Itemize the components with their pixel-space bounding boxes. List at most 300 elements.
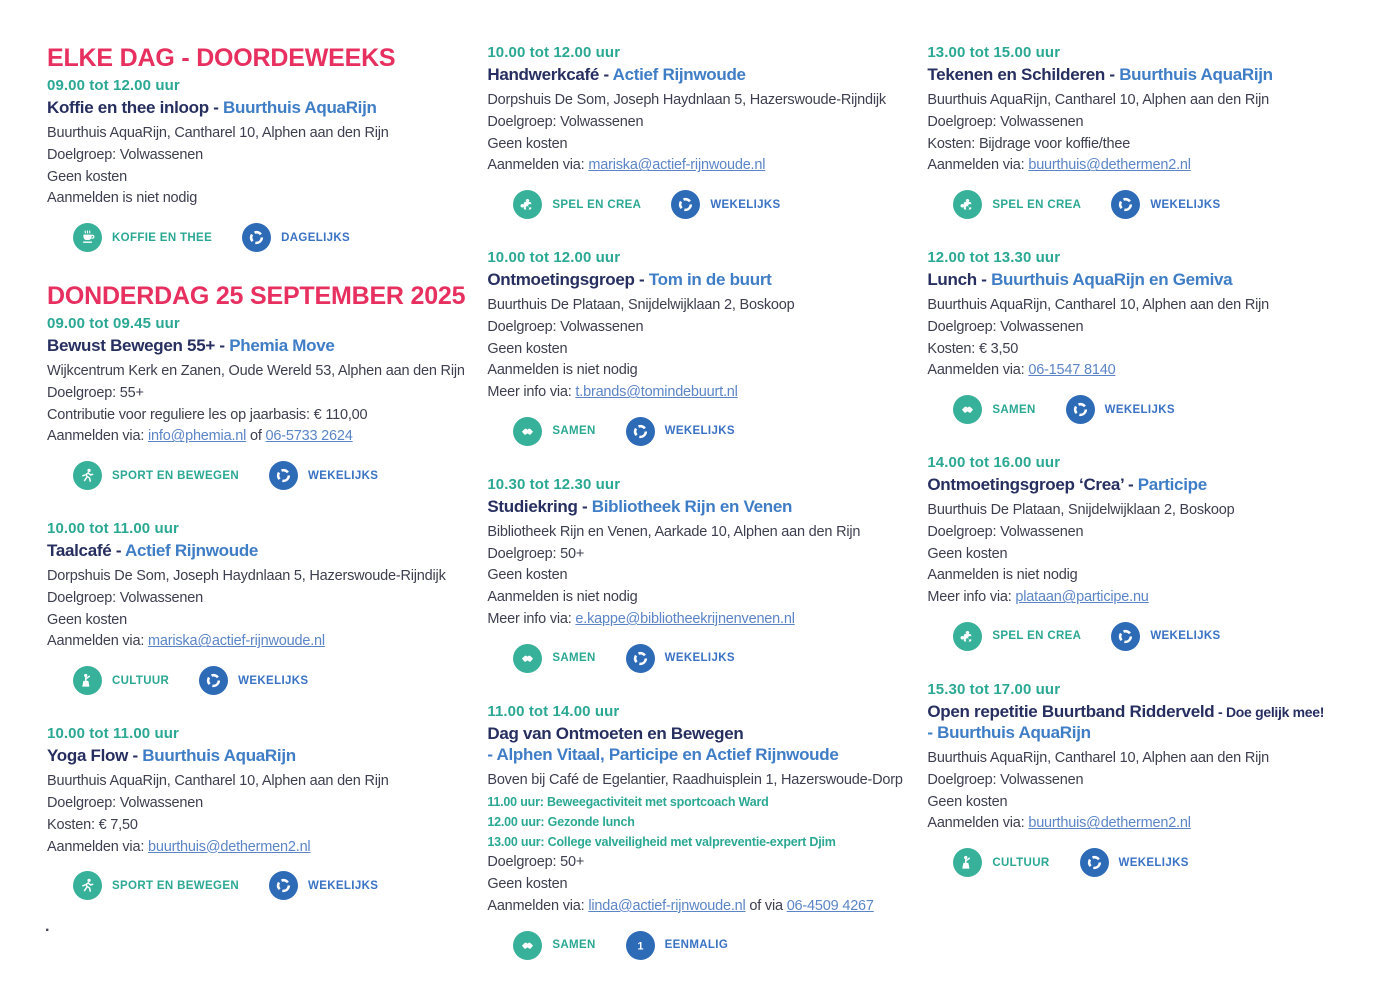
badge-label: SAMEN xyxy=(552,425,596,438)
title-part: - xyxy=(1123,475,1138,495)
email-link[interactable]: buurthuis@dethermen2.nl xyxy=(1028,815,1191,832)
badge-label: WEKELIJKS xyxy=(664,425,735,438)
section xyxy=(47,44,465,252)
event-time: 11.00 tot 14.00 uur xyxy=(487,702,620,720)
title-part: Dag van Ontmoeten en Bewegen xyxy=(487,723,744,743)
event-line xyxy=(927,792,1367,814)
line-text: Geen kosten xyxy=(47,611,128,628)
event-line xyxy=(487,874,905,896)
badge xyxy=(73,223,212,252)
line-text: Doelgroep: 50+ xyxy=(487,545,585,562)
line-text: Geen kosten xyxy=(487,135,568,152)
event xyxy=(927,249,1367,424)
title-part: Bewust Bewegen 55+ xyxy=(47,336,215,356)
line-text: Buurthuis De Plataan, Snijdelwijklaan 2, Boskoop xyxy=(487,297,795,314)
title-line xyxy=(927,474,1367,495)
title-line xyxy=(47,335,465,356)
badge-label: SPEL EN CREA xyxy=(552,198,642,211)
event-time: 10.00 tot 11.00 uur xyxy=(47,520,179,538)
event xyxy=(927,44,1367,219)
event-line xyxy=(47,610,465,632)
event-line xyxy=(47,361,465,383)
line-text: Geen kosten xyxy=(927,793,1008,810)
badge-row xyxy=(47,461,465,490)
event-line xyxy=(487,382,905,404)
event-line xyxy=(47,588,465,610)
badge xyxy=(242,223,350,252)
event-time: 10.00 tot 12.00 uur xyxy=(487,44,621,61)
title-line xyxy=(927,722,1367,743)
title-part: - Buurthuis AquaRijn xyxy=(927,723,1091,743)
badge-label: WEKELIJKS xyxy=(1150,630,1221,643)
section xyxy=(927,44,1367,877)
refresh-icon xyxy=(269,461,298,490)
badge xyxy=(1080,848,1189,877)
event-line xyxy=(487,896,905,918)
badge-row xyxy=(487,417,905,446)
line-text: Aanmelden is niet nodig xyxy=(487,589,638,606)
badge-label: SPORT EN BEWEGEN xyxy=(112,469,240,482)
refresh-icon xyxy=(1111,190,1140,219)
badge xyxy=(73,871,239,900)
title-part: Buurthuis AquaRijn xyxy=(223,98,377,117)
line-text: Aanmelden via: xyxy=(927,815,1029,832)
badge xyxy=(513,190,641,219)
title-line xyxy=(487,64,905,85)
badge-label: CULTUUR xyxy=(112,674,170,687)
line-text: Dorpshuis De Som, Joseph Haydnlaan 5, Hazerswoude-Rijndijk xyxy=(487,92,886,109)
line-text: Buurthuis AquaRijn, Cantharel 10, Alphen aan den Rijn xyxy=(47,773,389,790)
badge-label: WEKELIJKS xyxy=(1150,198,1221,211)
badge xyxy=(513,644,595,673)
badge-row xyxy=(487,931,905,960)
title-part: - xyxy=(128,746,143,766)
event-line xyxy=(47,188,465,210)
badge xyxy=(626,417,735,446)
event-time: 13.00 tot 15.00 uur xyxy=(927,44,1061,61)
line-text: Boven bij Café de Egelantier, Raadhuisplein 1, Hazerswoude-Dorp xyxy=(487,771,903,788)
badge-label: EENMALIG xyxy=(664,939,729,952)
line-text: Aanmelden is niet nodig xyxy=(487,362,638,379)
event-line xyxy=(47,167,465,189)
title-part: - xyxy=(634,270,649,290)
title-part: Studiekring xyxy=(487,496,578,516)
badge-label: SPORT EN BEWEGEN xyxy=(112,879,240,892)
badge xyxy=(199,666,308,695)
title-part: - xyxy=(976,270,992,290)
event-line xyxy=(927,317,1367,339)
line-text: Buurthuis AquaRijn, Cantharel 10, Alphen aan den Rijn xyxy=(927,297,1270,314)
title-line xyxy=(47,745,465,766)
line-text: Aanmelden via: xyxy=(47,428,148,445)
event-line xyxy=(47,631,465,653)
line-text: Contributie voor reguliere les op jaarbasis: € 110,00 xyxy=(47,406,368,423)
event-line xyxy=(927,155,1367,177)
line-text: Aanmelden is niet nodig xyxy=(47,190,198,207)
event-line xyxy=(487,522,905,544)
badge-row xyxy=(47,223,465,252)
line-text: Doelgroep: 55+ xyxy=(47,384,144,401)
event-time: 15.30 tot 17.00 uur xyxy=(927,680,1061,698)
column-3 xyxy=(927,44,1367,989)
badge xyxy=(513,417,595,446)
coffee-icon xyxy=(73,223,102,252)
event-title xyxy=(927,474,1367,495)
badge xyxy=(953,848,1049,877)
title-part: - xyxy=(577,496,592,516)
title-part: - xyxy=(111,541,125,561)
badge-label: SAMEN xyxy=(552,652,596,665)
badge xyxy=(626,931,729,960)
line-text: Kosten: € 3,50 xyxy=(927,340,1019,357)
line-text: Doelgroep: 50+ xyxy=(487,854,585,871)
handshake-icon xyxy=(953,395,982,424)
title-line xyxy=(47,540,465,561)
footer-dot: . xyxy=(45,918,50,935)
event-time: 09.00 tot 09.45 uur xyxy=(47,315,180,333)
title-part: Lunch xyxy=(927,270,977,290)
title-part: Bibliotheek Rijn en Venen xyxy=(591,496,793,516)
event-line xyxy=(927,587,1367,609)
event-title xyxy=(487,64,905,85)
section-header: DONDERDAG 25 SEPTEMBER 2025 xyxy=(47,282,466,311)
email-link[interactable]: buurthuis@dethermen2.nl xyxy=(147,838,311,855)
puzzle-icon xyxy=(953,622,982,651)
badge-label: WEKELIJKS xyxy=(1118,856,1189,869)
line-text: Geen kosten xyxy=(927,545,1008,562)
event-line xyxy=(927,339,1367,361)
event-line xyxy=(487,852,905,874)
schedule-line xyxy=(487,792,905,812)
event-line xyxy=(927,565,1367,587)
line-text: Meer info via: xyxy=(927,589,1016,606)
email-link[interactable]: linda@actief-rijnwoude.nl xyxy=(588,897,746,914)
one-icon xyxy=(626,931,655,960)
handshake-icon xyxy=(513,931,542,960)
email-link[interactable]: t.brands@tomindebuurt.nl xyxy=(575,384,738,401)
badge xyxy=(1111,622,1220,651)
line-text: Geen kosten xyxy=(487,876,568,893)
event-line xyxy=(47,771,465,793)
event xyxy=(927,681,1367,877)
badge-label: WEKELIJKS xyxy=(308,469,379,482)
line-text: Aanmelden via: xyxy=(927,157,1029,174)
line-text: Kosten: € 7,50 xyxy=(47,816,138,833)
line-text: Wijkcentrum Kerk en Zanen, Oude Wereld 53, Alphen aan den Rijn xyxy=(47,363,465,380)
badge-label: WEKELIJKS xyxy=(1104,403,1175,416)
refresh-icon xyxy=(199,666,228,695)
line-text: Geen kosten xyxy=(487,340,568,357)
line-text: of xyxy=(246,428,266,445)
event-line xyxy=(487,544,905,566)
event-title xyxy=(47,335,465,356)
refresh-icon xyxy=(626,417,655,446)
email-link[interactable]: mariska@actief-rijnwoude.nl xyxy=(147,633,325,650)
line-text: 11.00 uur: Beweegactiviteit met sportcoach Ward xyxy=(487,794,769,809)
line-text: Doelgroep: Volwassenen xyxy=(927,523,1084,540)
line-text: Geen kosten xyxy=(487,567,568,584)
line-text: Doelgroep: Volwassenen xyxy=(927,318,1084,335)
badge-label: SAMEN xyxy=(552,939,596,952)
badge xyxy=(513,931,595,960)
event xyxy=(487,703,905,960)
column-1 xyxy=(47,44,465,989)
line-text: Buurthuis AquaRijn, Cantharel 10, Alphen aan den Rijn xyxy=(927,92,1270,109)
line-text: Aanmelden via: xyxy=(47,633,148,650)
refresh-icon xyxy=(242,223,271,252)
handshake-icon xyxy=(513,644,542,673)
event xyxy=(47,725,465,900)
event-line xyxy=(47,426,465,448)
title-part: Actief Rijnwoude xyxy=(124,541,259,561)
event-line xyxy=(487,770,905,792)
handshake-icon xyxy=(513,417,542,446)
title-line xyxy=(487,269,905,290)
puzzle-icon xyxy=(513,190,542,219)
event xyxy=(487,249,905,446)
phone-link[interactable]: 06-1547 8140 xyxy=(1028,362,1116,379)
event-title xyxy=(47,540,465,561)
event-title xyxy=(487,723,905,765)
email-link[interactable]: buurthuis@dethermen2.nl xyxy=(1028,157,1191,174)
event-line xyxy=(487,134,905,156)
title-part: - xyxy=(1104,65,1120,84)
badge xyxy=(73,461,239,490)
presenter-icon xyxy=(953,848,982,877)
title-part: Ontmoetingsgroep xyxy=(487,270,635,290)
line-text: Meer info via: xyxy=(487,384,576,401)
title-line xyxy=(927,269,1367,290)
badge-label: KOFFIE EN THEE xyxy=(112,231,213,244)
line-text: Kosten: Bijdrage voor koffie/thee xyxy=(927,135,1131,152)
line-text: Doelgroep: Volwassenen xyxy=(47,795,204,812)
event-line xyxy=(487,317,905,339)
runner-icon xyxy=(73,871,102,900)
line-text: Aanmelden via: xyxy=(47,838,148,855)
title-part: Taalcafé xyxy=(47,541,112,561)
badge-row xyxy=(927,848,1367,877)
title-line xyxy=(927,64,1367,85)
event-time: 10.30 tot 12.30 uur xyxy=(487,475,621,493)
badge xyxy=(626,644,735,673)
event-line xyxy=(927,500,1367,522)
event-line xyxy=(487,565,905,587)
event-line xyxy=(927,813,1367,835)
title-line xyxy=(487,723,905,744)
event-line xyxy=(487,609,905,631)
event-title xyxy=(47,745,465,766)
title-part: Phemia Move xyxy=(229,336,335,356)
badge-label: WEKELIJKS xyxy=(710,198,781,211)
line-text: Aanmelden via: xyxy=(927,362,1029,379)
event-line xyxy=(487,90,905,112)
title-part: Actief Rijnwoude xyxy=(612,65,746,84)
runner-icon xyxy=(73,461,102,490)
svg-text:1: 1 xyxy=(637,940,644,953)
badge xyxy=(1111,190,1220,219)
badge-row xyxy=(47,871,465,900)
refresh-icon xyxy=(1111,622,1140,651)
event-line xyxy=(927,360,1367,382)
badge-label: SAMEN xyxy=(992,403,1036,416)
section xyxy=(47,282,465,900)
line-text: Doelgroep: Volwassenen xyxy=(487,318,644,335)
event-line xyxy=(927,90,1367,112)
badge xyxy=(953,622,1081,651)
event-time: 14.00 tot 16.00 uur xyxy=(927,454,1061,472)
event-title xyxy=(927,269,1367,290)
badge-label: WEKELIJKS xyxy=(238,674,309,687)
email-link[interactable]: info@phemia.nl xyxy=(147,428,247,445)
phone-link[interactable]: 06-5733 2624 xyxy=(265,428,353,445)
badge xyxy=(1066,395,1175,424)
line-text: Doelgroep: Volwassenen xyxy=(927,113,1084,130)
badge-label: SPEL EN CREA xyxy=(992,198,1082,211)
badge-row xyxy=(47,666,465,695)
email-link[interactable]: mariska@actief-rijnwoude.nl xyxy=(588,157,766,174)
section xyxy=(487,44,905,960)
event xyxy=(927,454,1367,651)
line-text: 12.00 uur: Gezonde lunch xyxy=(487,814,635,829)
schedule-line xyxy=(487,812,905,832)
event-title xyxy=(47,97,465,118)
title-line xyxy=(487,496,905,517)
event-line xyxy=(927,748,1367,770)
title-part: Ontmoetingsgroep ‘Crea’ xyxy=(927,475,1124,495)
line-text: Buurthuis De Plataan, Snijdelwijklaan 2, Boskoop xyxy=(927,502,1235,519)
title-part: Buurthuis AquaRijn xyxy=(142,746,296,766)
line-text: Buurthuis AquaRijn, Cantharel 10, Alphen aan den Rijn xyxy=(927,750,1270,767)
event-line xyxy=(487,339,905,361)
line-text: Doelgroep: Volwassenen xyxy=(47,146,204,163)
event-line xyxy=(47,793,465,815)
line-text: Buurthuis AquaRijn, Cantharel 10, Alphen aan den Rijn xyxy=(47,125,389,142)
event-line xyxy=(927,112,1367,134)
line-text: Doelgroep: Volwassenen xyxy=(47,589,204,606)
puzzle-icon xyxy=(953,190,982,219)
event xyxy=(47,315,465,490)
title-part: Handwerkcafé xyxy=(487,65,600,84)
badge xyxy=(269,871,378,900)
title-part: - xyxy=(214,336,230,356)
badge-row xyxy=(927,190,1367,219)
title-part: - xyxy=(599,65,613,84)
title-part: Tekenen en Schilderen xyxy=(927,65,1105,84)
line-text: Aanmelden via: xyxy=(487,157,589,174)
event-title xyxy=(487,269,905,290)
event xyxy=(487,476,905,673)
badge xyxy=(671,190,780,219)
event-line xyxy=(487,112,905,134)
email-link[interactable]: e.kappe@bibliotheekrijnenvenen.nl xyxy=(575,610,795,627)
event-line xyxy=(927,544,1367,566)
refresh-icon xyxy=(671,190,700,219)
event-line xyxy=(47,815,465,837)
event-line xyxy=(47,383,465,405)
event xyxy=(47,520,465,695)
badge-label: CULTUUR xyxy=(992,856,1050,869)
title-part: Buurthuis AquaRijn en Gemiva xyxy=(991,270,1233,290)
event-line xyxy=(487,155,905,177)
badge xyxy=(269,461,378,490)
presenter-icon xyxy=(73,666,102,695)
event-line xyxy=(47,837,465,859)
line-text: Aanmelden is niet nodig xyxy=(927,567,1078,584)
line-text: Aanmelden via: xyxy=(487,897,589,914)
event xyxy=(487,44,905,219)
event-line xyxy=(47,145,465,167)
event-time: 10.00 tot 11.00 uur xyxy=(47,725,179,743)
line-text: Meer info via: xyxy=(487,610,576,627)
event xyxy=(47,77,465,252)
title-line xyxy=(487,744,905,765)
title-part: Doe gelijk mee! xyxy=(1225,703,1325,720)
badge-label: WEKELIJKS xyxy=(308,879,379,892)
line-text: Geen kosten xyxy=(47,168,128,185)
title-part: Buurthuis AquaRijn xyxy=(1119,65,1273,84)
event-line xyxy=(927,770,1367,792)
refresh-icon xyxy=(1080,848,1109,877)
event-time: 10.00 tot 12.00 uur xyxy=(487,249,621,267)
event-line xyxy=(47,566,465,588)
event-title xyxy=(927,64,1367,85)
event-title xyxy=(927,701,1367,743)
line-text: Dorpshuis De Som, Joseph Haydnlaan 5, Hazerswoude-Rijndijk xyxy=(47,568,446,585)
title-line xyxy=(927,701,1367,722)
event-line xyxy=(487,360,905,382)
title-part: Open repetitie Buurtband Ridderveld xyxy=(927,701,1215,721)
badge-label: WEKELIJKS xyxy=(664,652,735,665)
event-line xyxy=(927,522,1367,544)
badge-row xyxy=(487,644,905,673)
event-title xyxy=(487,496,905,517)
title-part: Tom in de buurt xyxy=(648,270,772,290)
badge-label: DAGELIJKS xyxy=(281,231,351,244)
phone-link[interactable]: 06-4509 4267 xyxy=(786,897,874,914)
badge xyxy=(953,395,1035,424)
email-link[interactable]: plataan@participe.nu xyxy=(1015,589,1149,606)
event-line xyxy=(487,295,905,317)
line-text: of via xyxy=(745,897,787,914)
event-line xyxy=(47,123,465,145)
title-part: - xyxy=(208,98,224,117)
title-line xyxy=(47,97,465,118)
title-part: Koffie en thee inloop xyxy=(47,98,209,117)
refresh-icon xyxy=(1066,395,1095,424)
schedule-line xyxy=(487,832,905,852)
event-time: 12.00 tot 13.30 uur xyxy=(927,249,1061,267)
title-part: - xyxy=(1214,703,1226,720)
event-time: 09.00 tot 12.00 uur xyxy=(47,77,180,94)
title-part: - Alphen Vitaal, Participe en Actief Rijnwoude xyxy=(487,744,839,764)
event-line xyxy=(927,134,1367,156)
badge xyxy=(73,666,169,695)
event-line xyxy=(487,587,905,609)
event-line xyxy=(927,295,1367,317)
badge-row xyxy=(487,190,905,219)
title-part: Participe xyxy=(1137,475,1207,495)
badge-label: SPEL EN CREA xyxy=(992,630,1082,643)
line-text: 13.00 uur: College valveiligheid met valpreventie-expert Djim xyxy=(487,835,836,850)
refresh-icon xyxy=(269,871,298,900)
badge-row xyxy=(927,622,1367,651)
event-line xyxy=(47,405,465,427)
badge xyxy=(953,190,1081,219)
line-text: Bibliotheek Rijn en Venen, Aarkade 10, Alphen aan den Rijn xyxy=(487,523,861,540)
section-header: ELKE DAG - DOORDEWEEKS xyxy=(47,44,396,72)
title-part: Yoga Flow xyxy=(47,746,129,766)
line-text: Doelgroep: Volwassenen xyxy=(487,113,644,130)
